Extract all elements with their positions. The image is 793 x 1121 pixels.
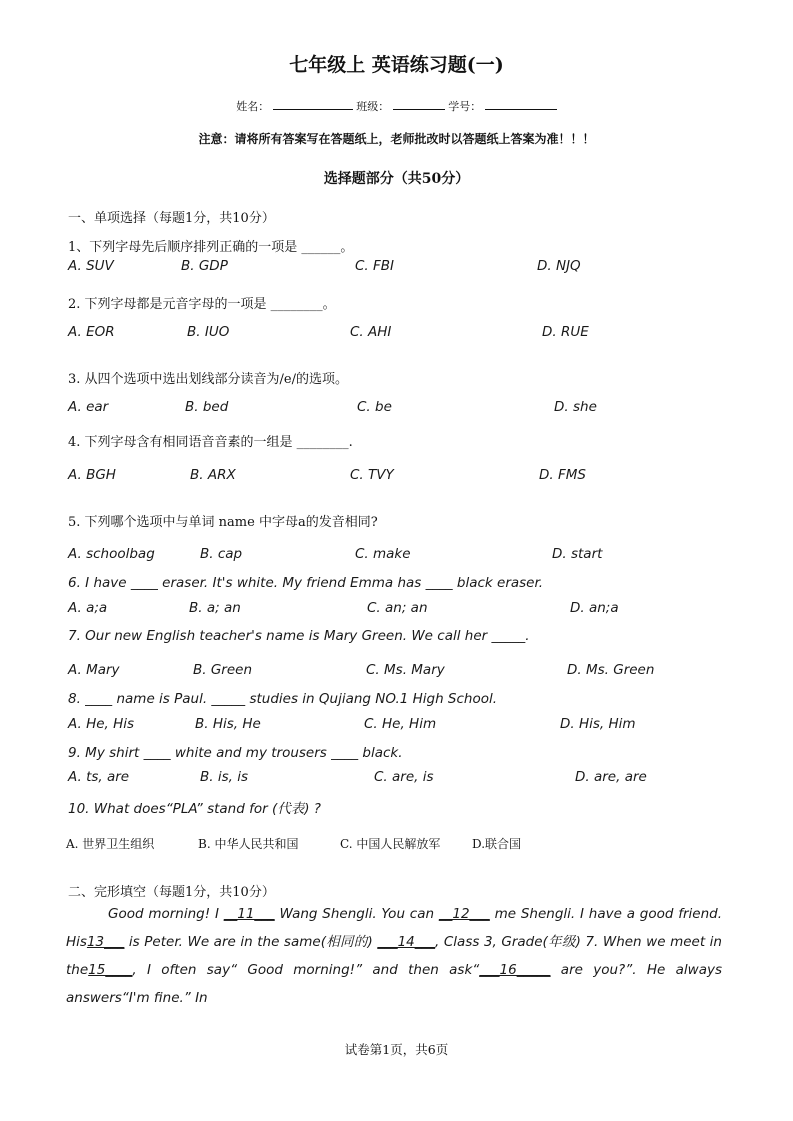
- option-d[interactable]: D. RUE: [542, 324, 589, 340]
- option-a[interactable]: A. BGH: [68, 467, 116, 483]
- question-stem: 3. 从四个选项中选出划线部分读音为/e/的选项。: [68, 372, 348, 387]
- option-a[interactable]: A. ear: [68, 399, 109, 415]
- option-c[interactable]: C. 中国人民解放军: [340, 837, 441, 851]
- option-d[interactable]: D. NJQ: [537, 258, 581, 274]
- option-a[interactable]: A. SUV: [68, 258, 114, 274]
- option-a[interactable]: A. a;a: [68, 600, 108, 616]
- option-c[interactable]: C. an; an: [367, 600, 428, 616]
- option-a[interactable]: A. He, His: [68, 716, 135, 732]
- option-c[interactable]: C. AHI: [350, 324, 392, 340]
- question-stem: 10. What does“PLA” stand for (代表) ?: [68, 801, 321, 817]
- option-a[interactable]: A. 世界卫生组织: [66, 837, 155, 851]
- option-b[interactable]: B. a; an: [189, 600, 241, 616]
- cloze-text: me Shengli. I have a good friend. His: [66, 906, 722, 950]
- question-stem: 1、下列字母先后顺序排列正确的一项是 ______。: [68, 240, 354, 255]
- part-title: 选择题部分（共50分）: [323, 171, 470, 187]
- question-stem: 7. Our new English teacher's name is Mary Green. We call her _____.: [68, 628, 530, 644]
- option-d[interactable]: D. are, are: [575, 769, 647, 785]
- cloze-text: , Class 3, Grade(年级) 7. When we meet in the: [66, 934, 722, 978]
- option-b[interactable]: B. cap: [200, 546, 243, 562]
- question-stem: 9. My shirt ____ white and my trousers ____ black.: [68, 745, 403, 761]
- number-label: 学号：: [448, 100, 482, 113]
- student-info-line: [0, 98, 793, 114]
- name-blank[interactable]: [273, 98, 353, 110]
- option-b[interactable]: B. 中华人民共和国: [198, 837, 299, 851]
- option-b[interactable]: B. is, is: [200, 769, 248, 785]
- option-c[interactable]: C. He, Him: [364, 716, 437, 732]
- cloze-blank-11[interactable]: __11___: [223, 906, 275, 922]
- cloze-blank-16[interactable]: ___16_____: [479, 962, 551, 978]
- cloze-text: is Peter. We are in the same(相同的): [124, 934, 378, 950]
- option-b[interactable]: B. Green: [193, 662, 253, 678]
- cloze-text: are you?”. He always answers“I'm fine.” In: [66, 962, 722, 1006]
- option-c[interactable]: C. TVY: [350, 467, 394, 483]
- class-blank[interactable]: [393, 98, 445, 110]
- cloze-text: Wang Shengli. You can: [274, 906, 439, 922]
- cloze-text: Good morning! I: [108, 906, 224, 922]
- option-d[interactable]: D. she: [554, 399, 597, 415]
- option-a[interactable]: A. ts, are: [68, 769, 130, 785]
- question-stem: 4. 下列字母含有相同语音音素的一组是 ________.: [68, 435, 353, 450]
- cloze-text: , I often say“ Good morning!” and then ask“: [132, 962, 480, 978]
- option-c[interactable]: C. Ms. Mary: [366, 662, 445, 678]
- option-a[interactable]: A. Mary: [68, 662, 120, 678]
- option-c[interactable]: C. be: [357, 399, 392, 415]
- option-b[interactable]: B. GDP: [181, 258, 228, 274]
- number-blank[interactable]: [485, 98, 557, 110]
- page-footer: 试卷第1页，共6页: [344, 1042, 449, 1057]
- option-d[interactable]: D. start: [552, 546, 603, 562]
- question-stem: 6. I have ____ eraser. It's white. My friend Emma has ____ black eraser.: [68, 575, 544, 591]
- option-a[interactable]: A. EOR: [68, 324, 115, 340]
- name-label: 姓名：: [236, 100, 270, 113]
- page-title: 七年级上 英语练习题(一): [289, 54, 504, 76]
- section-heading-choice: 一、单项选择（每题1分，共10分）: [68, 211, 275, 226]
- option-b[interactable]: B. ARX: [190, 467, 236, 483]
- option-d[interactable]: D. FMS: [539, 467, 586, 483]
- cloze-blank-15[interactable]: 15____: [88, 962, 133, 978]
- option-c[interactable]: C. make: [355, 546, 411, 562]
- question-stem: 2. 下列字母都是元音字母的一项是 ________。: [68, 297, 336, 312]
- option-c[interactable]: C. FBI: [355, 258, 395, 274]
- option-d[interactable]: D. an;a: [570, 600, 619, 616]
- class-label: 班级：: [356, 100, 390, 113]
- notice-text: 注意：请将所有答案写在答题纸上，老师批改时以答题纸上答案为准！！！: [198, 132, 595, 146]
- option-b[interactable]: B. IUO: [187, 324, 230, 340]
- cloze-blank-13[interactable]: 13___: [86, 934, 125, 950]
- cloze-passage: [66, 900, 722, 1012]
- question-stem: 5. 下列哪个选项中与单词 name 中字母a的发音相同?: [68, 515, 378, 530]
- option-b[interactable]: B. bed: [185, 399, 229, 415]
- option-d[interactable]: D.联合国: [472, 837, 522, 851]
- section-heading-cloze: 二、完形填空（每题1分，共10分）: [68, 885, 275, 900]
- cloze-blank-14[interactable]: ___14___: [377, 934, 436, 950]
- option-d[interactable]: D. Ms. Green: [567, 662, 655, 678]
- option-b[interactable]: B. His, He: [195, 716, 261, 732]
- option-c[interactable]: C. are, is: [374, 769, 434, 785]
- option-a[interactable]: A. schoolbag: [68, 546, 155, 562]
- option-d[interactable]: D. His, Him: [560, 716, 636, 732]
- cloze-blank-12[interactable]: __12___: [438, 906, 490, 922]
- question-stem: 8. ____ name is Paul. _____ studies in Qujiang NO.1 High School.: [68, 691, 498, 707]
